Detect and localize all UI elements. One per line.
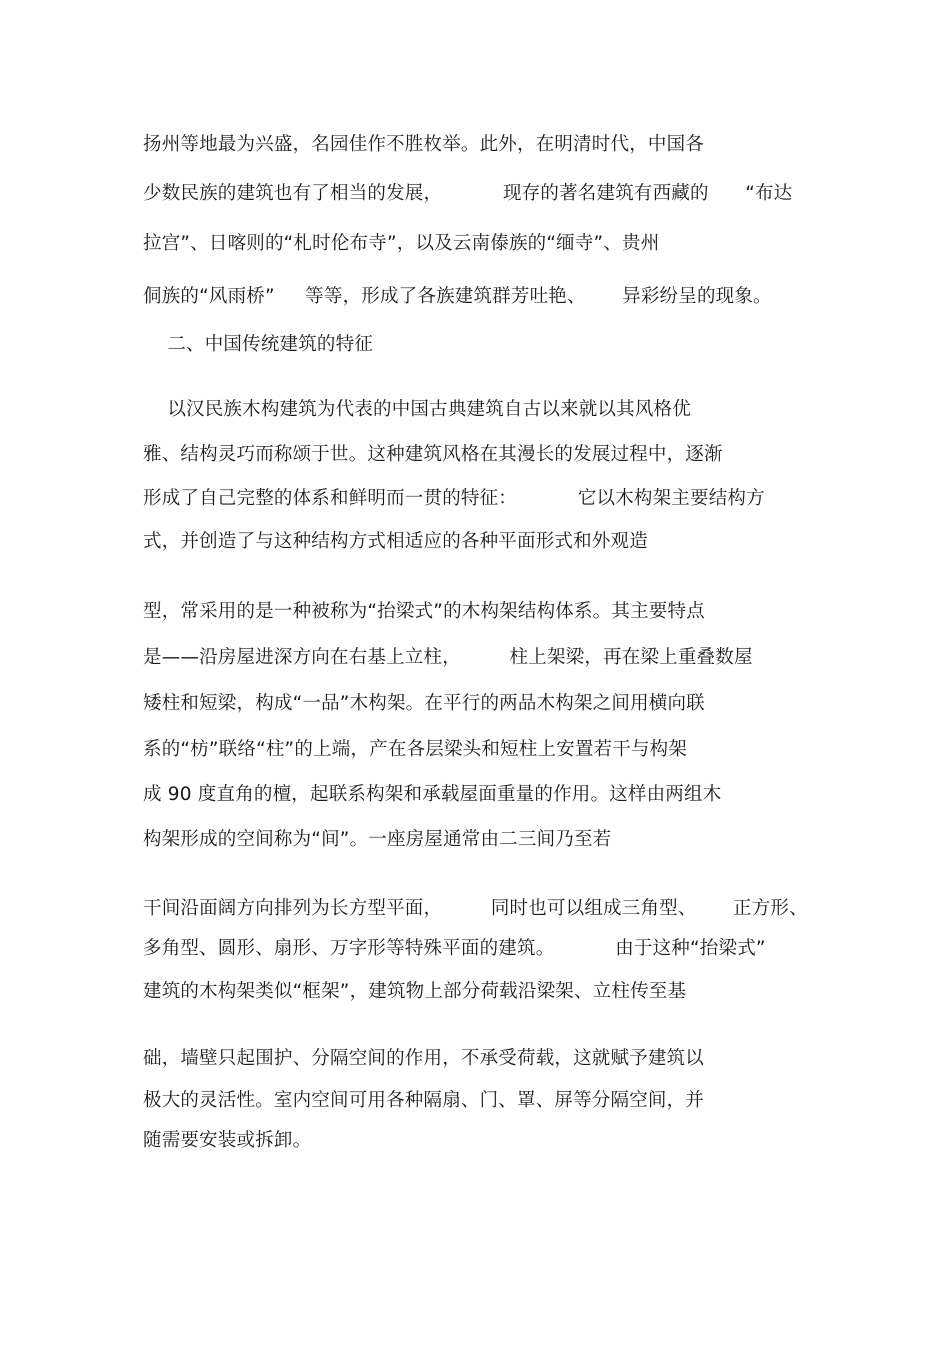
text-line: 拉宫”、日喀则的“札时伦布寺”，以及云南傣族的“缅寺”、贵州 <box>143 233 660 254</box>
text-line: 极大的灵活性。室内空间可用各种隔扇、门、罩、屏等分隔空间，并 <box>143 1090 705 1111</box>
text-line: 干间沿面阔方向排列为长方型平面， 同时也可以组成三角型、 正方形、 <box>143 898 808 919</box>
text-line: 建筑的木构架类似“框架”，建筑物上部分荷载沿梁架、立柱传至基 <box>143 981 687 1002</box>
text-line: 系的“枋”联络“柱”的上端，产在各层梁头和短柱上安置若干与构架 <box>143 739 688 760</box>
section-heading: 二、中国传统建筑的特征 <box>143 334 374 355</box>
text-line: 成 90 度直角的檀，起联系构架和承载屋面重量的作用。这样由两组木 <box>143 784 722 805</box>
text-line: 础，墙壁只起围护、分隔空间的作用，不承受荷载，这就赋予建筑以 <box>143 1048 705 1069</box>
text-line: 矮柱和短梁，构成“一品”木构架。在平行的两品木构架之间用横向联 <box>143 693 705 714</box>
text-line: 少数民族的建筑也有了相当的发展， 现存的著名建筑有西藏的 “布达 <box>143 183 793 204</box>
text-line: 构架形成的空间称为“间”。一座房屋通常由二三间乃至若 <box>143 829 612 850</box>
text-line: 是——沿房屋进深方向在右基上立柱， 柱上架梁，再在梁上重叠数屋 <box>143 647 753 668</box>
text-line: 扬州等地最为兴盛，名园佳作不胜枚举。此外，在明清时代，中国各 <box>143 134 705 155</box>
text-line: 以汉民族木构建筑为代表的中国古典建筑自古以来就以其风格优 <box>143 399 691 420</box>
text-line: 式，并创造了与这种结构方式相适应的各种平面形式和外观造 <box>143 531 648 552</box>
text-line: 形成了自己完整的体系和鲜明而一贯的特征： 它以木构架主要结构方 <box>143 488 765 509</box>
text-line: 随需要安装或拆卸。 <box>143 1130 312 1151</box>
text-line: 型，常采用的是一种被称为“抬梁式”的木构架结构体系。其主要特点 <box>143 601 705 622</box>
text-line: 多角型、圆形、扇形、万字形等特殊平面的建筑。 由于这种“抬梁式” <box>143 938 766 959</box>
text-line: 侗族的“风雨桥” 等等，形成了各族建筑群芳吐艳、 异彩纷呈的现象。 <box>143 286 772 307</box>
text-line: 雅、结构灵巧而称颂于世。这种建筑风格在其漫长的发展过程中，逐渐 <box>143 444 723 465</box>
